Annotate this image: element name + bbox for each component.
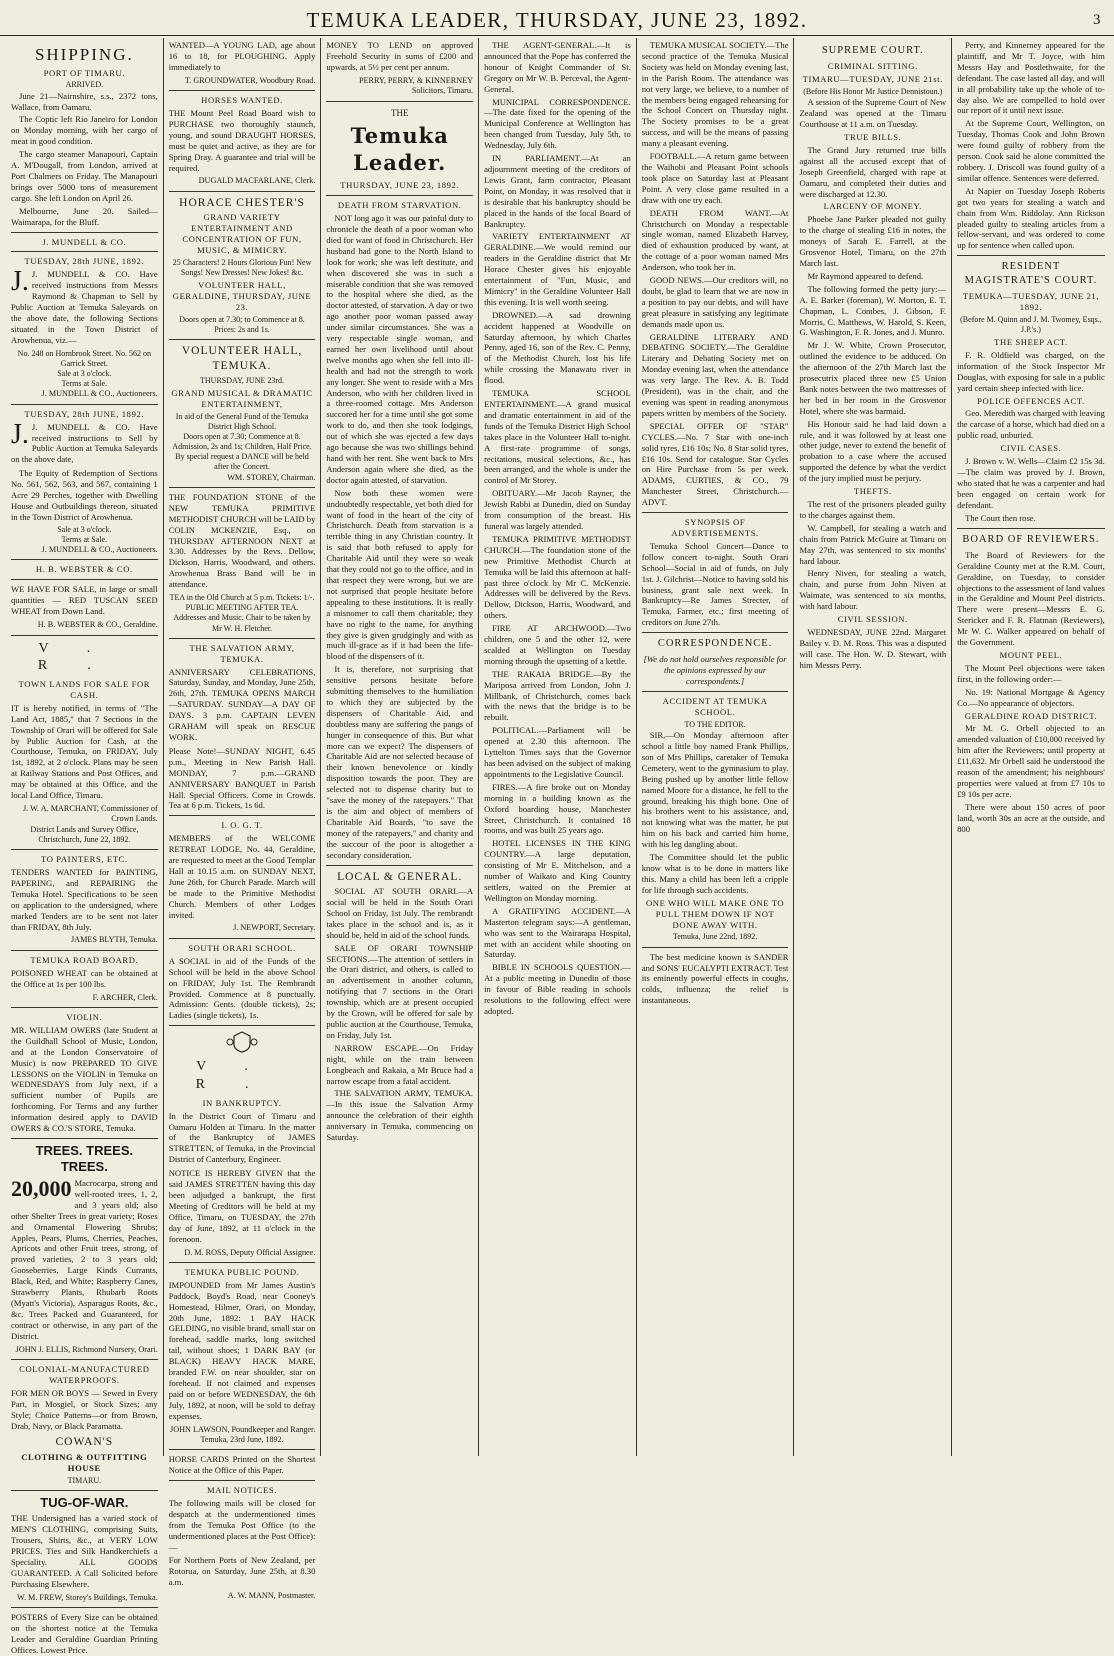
- news-item: FOOTBALL.—A return game between the Waihobi and Pleasant Point schools took place on Saturday last at Pleasant Point. A very close game resulted in a draw with one try each.: [641, 151, 789, 205]
- iogt-heading: I. O. G. T.: [221, 820, 263, 831]
- news-item: HOTEL LICENSES IN THE KING COUNTRY.—A large deputation, consisting of Mr E. Mitchelson, and a number of Waikato and King Country settlers, waited on the Premier at Wellington on Monday morning.: [484, 838, 631, 903]
- column-7: [952, 38, 1110, 1456]
- ad-signature: JOHN J. ELLIS, Richmond Nursery, Orari.: [15, 1344, 158, 1354]
- dance-line: By special request a DANCE will be held after the Concert.: [175, 452, 309, 472]
- divider: [169, 1449, 316, 1450]
- divider: [169, 1025, 316, 1026]
- vr-emblem: V. R.: [37, 640, 131, 674]
- mail-notices-heading: MAIL NOTICES.: [207, 1485, 278, 1495]
- salvation-army-ad-2: Please Note!—SUNDAY NIGHT, 6.45 p.m., Meeting in New Parish Hall. MONDAY, 7 p.m.—GRAND ANNIVERSARY BANQUET in Parish Hall. Special Officers. Come in Crowds. Tea at 6 p.m. Tickets, 1s 6d.: [168, 745, 316, 811]
- the-label: THE: [390, 107, 409, 118]
- shipping-heading: SHIPPING.: [34, 45, 134, 64]
- cowans-town: TIMARU.: [67, 1475, 102, 1485]
- court-paragraph: Mr J. W. White, Crown Prosecutor, outlined the evidence to be adduced. On the afternoon of the 27th March last the prosecutrix placed three new £5 Union Bank notes between the two mattresses of her bed in her room in the Grosvenor Hotel, where she was barmaid.: [799, 340, 947, 416]
- subheading: THEFTS.: [853, 486, 892, 497]
- mail-notice-2: For Northern Ports of New Zealand, per Rotorua, on Saturday, June 25th, at 8.30 a.m.: [168, 1555, 316, 1588]
- ad-signature: W. M. FREW, Storey's Buildings, Temuka.: [16, 1592, 158, 1602]
- divider: [169, 1480, 316, 1481]
- posters-ad: POSTERS of Every Size can be obtained on the shortest notice at the Temuka Leader and Geraldine Guardian Printing Offices. Lowest Price.: [11, 1612, 158, 1655]
- divider: [642, 512, 789, 513]
- pound-date: Temuka, 23rd June, 1892.: [200, 1435, 284, 1445]
- iogt-ad: MEMBERS of the WELCOME RETREAT LODGE, No. 44, Geraldine, are requested to meet at the Good Templar Hall at 10.15 a.m. on SUNDAY NEXT, June 26th, for Church Parade. March will be made to the Primitive Methodist Church. Members of other Lodges invited.: [168, 833, 316, 920]
- divider: [642, 632, 789, 633]
- news-item: TEMUKA MUSICAL SOCIETY.—The second practice of the Temuka Musical Society was held on Monday evening last, in the Parish Room. The attendance was not very large, we believe, to a number of the members being engaged rehearsing for the School Concert on Thursday night. The Society promises to be a great success, and will be the means of passing many a pleasant evening.: [641, 40, 789, 149]
- news-item: VARIETY ENTERTAINMENT AT GERALDINE.—We would remind our readers in the Geraldine district that Mr Horace Chester gives his enjoyable entertainment of "Fun, Music, and Mimicry" in the Geraldine Volunteer Hall this evening. It is well worth seeing.: [484, 231, 631, 307]
- trees-count: 20,000: [11, 1175, 72, 1201]
- shipping-item: Melbourne, June 20. Sailed—Waimarapa, for the Bluff.: [11, 205, 158, 227]
- correspondence-heading: CORRESPONDENCE.: [657, 638, 773, 650]
- news-item: POLITICAL.—Parliament will be opened at 2.30 this afternoon. The Lyttelton Times says that the Governor has been advised on the subject of making appointments to the Legislative Council.: [484, 725, 631, 779]
- court-paragraph: His Honour said he had laid down a rule, and it was followed by at least one other judge, never to extend the benefit of probation to a case where the accused supported the defence by what the verdict of the jury implied must be perjury.: [799, 418, 947, 484]
- south-orari-ad: A SOCIAL in aid of the Funds of the School will be held in the above School on FRIDAY, July 1st. The Rembrandt Provided. Commence at 8 punctually. Admission: Gents. (double tickets), 2s; Ladies (single tickets), 1s.: [168, 955, 316, 1021]
- letter-body: SIR,—On Monday afternoon after school a little boy named Frank Phillips, son of Mrs Phillips, caretaker of Temuka Cemetery, went to the gymnasium to play. Being pushed up by another little fellow named Moore for a distance, he fell to the ground, breaking his thigh bone. One of his brothers went to his assistance, and, not knowing what was the matter, he put him on his back and carried him home, with his leg dangling about.: [641, 730, 789, 850]
- news-item: FIRE AT ARCHWOOD.—Two children, one 5 and the other 12, were scalded at Wellington on Tuesday morning through the upsetting of a kettle.: [484, 623, 631, 666]
- webster-heading: H. B. WEBSTER & CO.: [35, 564, 133, 575]
- news-item: THE SALVATION ARMY, TEMUKA.—In this issue the Salvation Army announce the celebration of their eighth anniversary in Temuka, commencing on Saturday.: [326, 1088, 474, 1143]
- arrived-label: ARRIVED.: [65, 80, 104, 90]
- court-paragraph: Mr M. G. Orbell objected to an amended valuation of £10,000 received by him after the Reviewers; until property at £11,632. Mr Orbell said he understood the reason of the amendment; his neighbours' properties were valued at from £7 10s to £9 10s per acre.: [957, 723, 1105, 799]
- divider: [169, 815, 316, 816]
- editorial-paragraph: Now both these women were undoubtedly respectable, yet both died for want of food in the heart of the city of Christchurch. Death from starvation is a terrible thing in any Christian country. It is said that both refused to apply for Charitable Aid until they were so weak that they could not go to the office, and in that respect they were wrong, but we are not surprised that people hesitate before appealing to these institutions. It is really a misnomer to call them charitable; they have no right to the name, for anything they give is given grudgingly and with as much ill-grace as if it had been the life-blood of the dispensers of it.: [326, 487, 474, 662]
- divider: [11, 251, 158, 252]
- auction-notice: [11, 266, 158, 345]
- court-paragraph: Phoebe Jane Parker pleaded not guilty to the charge of stealing £16 in notes, the moneys of Sarah E. Farrell, at the Grosvenor Hotel, Timaru, on the 27th March last.: [799, 214, 947, 268]
- news-item: TEMUKA PRIMITIVE METHODIST CHURCH.—The foundation stone of the new Primitive Methodist Church at Temuka will be laid this afternoon at half-past three o'clock by Mr C. McKenzie. Addresses will be delivered by the Revs. Dellow, Dickson, Harris, Woodward, and others.: [484, 533, 631, 621]
- news-item: SPECIAL OFFER OF "STAR" CYCLES.—No. 7 Star with one-inch solid tyres, £16 10s; No. 8 Star solid tyres, £16 10s. Send for catalogue. Star Cycles on Hire Purchase from 5s per week. ADAMS, CURTIES, & CO., 79 Manchester Street, Christchurch.—ADVT.: [641, 420, 789, 508]
- port-heading: PORT OF TIMARU.: [43, 67, 126, 78]
- news-item: IN PARLIAMENT.—At an adjournment meeting of the creditors of Lewis Grant, farm contractor, Pleasant Point, on Monday, it was resolved that it is desirable that his bankruptcy should be placed in the hands of the local Board of Bankruptcy.: [484, 153, 631, 229]
- resident-magistrate-heading: RESIDENT MAGISTRATE'S COURT.: [964, 261, 1098, 286]
- news-item: THE RAKAIA BRIDGE.—By the Mariposa arrived from London, John J. Millbank, of Christchurch, comes back with the news that the bridge is to be rebuilt.: [484, 668, 631, 723]
- letter-salutation: TO THE EDITOR.: [684, 719, 746, 729]
- painters-heading: TO PAINTERS, ETC.: [41, 854, 128, 865]
- editorial-paragraph: It is, therefore, not surprising that sensitive persons hesitate before submitting themselves to the humiliation to which they are subjected by the dispensers of Charitable Aid, and doubtless many are suffering the pangs of hunger in consequence of this. But what more can we expect? The dispensers of Charitable Aid are not selected because of their known benevolence or kindly disposition towards the poor. They are selected not to dispense charity but to "save the money of the ratepayers." That is the aim and object of members of Charitable Aid Boards, "to save the money of the ratepayers," and charity and the succour of the poor is altogether a secondary consideration.: [326, 664, 474, 860]
- money-to-lend-ad: MONEY TO LEND on approved Freehold Security in sums of £200 and upwards, at 5½ per cent per annum.: [326, 40, 474, 72]
- sale-time: Sale at 3 o'clock.: [57, 524, 112, 534]
- court-date: TEMUKA—TUESDAY, JUNE 21, 1892.: [962, 290, 1100, 312]
- auction-sections: The Equity of Redemption of Sections No. 561, 562, 563, and 567, containing 1 Acre 29 Perches, together with Dwelling House and Outbuildings thereon, situated in the Town District of Arowhenua.: [11, 468, 158, 522]
- shipping-item: The cargo steamer Manapouri, Captain A. M'Dougall, from London, arrived at Port Chalmers on Friday. The Manapouri brings over 5000 tons of measurement cargo. She left London on April 26.: [11, 149, 158, 203]
- doors-line: Doors open at 7.30; Commence at 8.: [183, 431, 301, 441]
- drop-cap: J.: [11, 418, 29, 450]
- divider: [11, 559, 158, 560]
- ad-signature: J. MUNDELL & CO., Auctioneers.: [41, 545, 158, 555]
- newspaper-columns: [6, 38, 1110, 1655]
- auction-text: J. MUNDELL & CO. Have received instructions to Sell by Public Auction at Temuka Saleyards on the above date,: [11, 421, 158, 465]
- subheading: GERALDINE ROAD DISTRICT.: [964, 710, 1098, 721]
- ad-signature: WM. STOREY, Chairman.: [227, 472, 316, 482]
- office-line: District Lands and Survey Office, Christchurch, June 22, 1892.: [30, 824, 139, 844]
- column-2: [164, 38, 322, 1601]
- divider: [11, 579, 158, 580]
- court-paragraph: There were about 150 acres of poor land, worth 30s an acre at the outside, and 800: [957, 801, 1105, 834]
- town-lands-heading: TOWN LANDS FOR SALE FOR CASH.: [18, 679, 151, 700]
- court-bench: (Before His Honor Mr Justice Dennistoun.): [803, 87, 943, 97]
- court-paragraph: F. R. Oldfield was charged, on the information of the Stock Inspector Mr Douglas, with exposing for sale in a public yard certain sheep infected with lice.: [957, 349, 1105, 393]
- divider: [326, 865, 473, 866]
- divider: [326, 195, 473, 196]
- sale-time: Sale at 3 o'clock.: [57, 368, 112, 378]
- ad-signature: T. GROUNDWATER, Woodbury Road.: [184, 75, 316, 85]
- court-paragraph: The Court then rose.: [965, 512, 1036, 523]
- news-item: A GRATIFYING ACCIDENT.—A Masterton telegram says:—A gentleman, who was sent to the Wairarapa Hospital, met with an accident while shooting on Saturday.: [484, 905, 631, 960]
- news-item: TEMUKA SCHOOL ENTERTAINMENT.—A grand musical and dramatic entertainment in aid of the funds of the Temuka District High School takes place in the Volunteer Hall to-night. A first-rate programme of songs, recitations, musical selections, &c., has been arranged, and the whole is under the control of Mr Storey.: [484, 388, 631, 486]
- mail-notice: The following mails will be closed for despatch at the undermentioned times from the Temuka Post Office (to the undermentioned places at the Post Office):—: [168, 1497, 316, 1552]
- column-1: [6, 38, 164, 1655]
- letter-signature: ONE WHO WILL MAKE ONE TO PULL THEM DOWN IF NOT DONE AWAY WITH.: [645, 897, 785, 930]
- ad-signature: DUGALD MACFARLANE, Clerk.: [198, 176, 316, 186]
- divider: [957, 528, 1105, 529]
- temuka-hall-date: THURSDAY, JUNE 23rd.: [200, 375, 285, 385]
- tug-of-war-heading: TUG-OF-WAR.: [40, 1494, 129, 1510]
- court-paragraph: A session of the Supreme Court of New Zealand was opened at the Timaru Courthouse at 11 a.m. on Tuesday.: [799, 97, 947, 130]
- pound-heading: TEMUKA PUBLIC POUND.: [184, 1266, 300, 1277]
- divider: [169, 938, 316, 939]
- ad-signature: PERRY, PERRY, & KINNERNEY Solicitors, Timaru.: [358, 75, 474, 96]
- horace-chester-heading: HORACE CHESTER'S: [179, 196, 305, 209]
- news-item: BIBLE IN SCHOOLS QUESTION.—At a public meeting in Dunedin of those in favour of Bible reading in schools resolutions to the following effect were adopted.: [484, 962, 631, 1016]
- paper-title: Temuka Leader.: [350, 122, 449, 175]
- shipping-item: The Coptic left Rio Janeiro for London on Monday morning, with her cargo of meat in good condition.: [11, 114, 158, 147]
- road-board-heading: TEMUKA ROAD BOARD.: [30, 954, 139, 965]
- court-paragraph: Geo. Meredith was charged with leaving the carcase of a horse, which had died on a public road, unburied.: [957, 408, 1105, 441]
- court-paragraph: Mr Raymond appeared to defend.: [807, 270, 924, 281]
- drop-cap: J.: [11, 266, 29, 298]
- synopsis-heading: SYNOPSIS OF ADVERTISEMENTS.: [671, 517, 759, 538]
- sale-terms: Terms at Sale.: [61, 379, 108, 389]
- cowans-heading: COWAN'S: [55, 1436, 114, 1449]
- horace-chester-sub: GRAND VARIETY ENTERTAINMENT AND CONCENTRATION OF FUN, MUSIC, & MIMICRY.: [182, 212, 302, 256]
- horace-chester-text: 25 Characters! 2 Hours Glorious Fun! New Songs! New Dresses! New Jokes! &c.: [172, 258, 312, 278]
- court-paragraph: The rest of the prisoners pleaded guilty to the charges against them.: [799, 499, 947, 520]
- news-item: FIRES.—A fire broke out on Monday morning in a building known as the Oxford boarding house, Manchester Street, Christchurch. It contained 18 rooms, and was built 25 years ago.: [484, 781, 631, 836]
- divider: [11, 1359, 158, 1360]
- divider: [11, 404, 158, 405]
- divider: [11, 849, 158, 850]
- subheading: POLICE OFFENCES ACT.: [977, 395, 1085, 406]
- violin-heading: VIOLIN.: [66, 1012, 103, 1023]
- court-paragraph: The following formed the petty jury:—A. E. Barker (foreman), W. Morton, E. T. Chapman, L. Combes, J. Gibson, F. Morris, C. Matthews, W. Harold, S. Keen, G. Washington, F. R. Jones, and J. Munro.: [799, 283, 947, 338]
- doors-line: Doors open at 7.30; to Commence at 8. Prices: 2s and 1s.: [179, 315, 305, 335]
- vr-emblem: V. R.: [195, 1059, 289, 1092]
- column-3: [321, 38, 479, 1456]
- divider: [642, 947, 789, 948]
- horse-cards-ad: HORSE CARDS Printed on the Shortest Notice at the Office of this Paper.: [168, 1454, 316, 1476]
- ad-signature: A. W. MANN, Postmaster.: [227, 1591, 316, 1601]
- temuka-hall-heading: VOLUNTEER HALL, TEMUKA.: [181, 345, 303, 373]
- ad-signature: J. MUNDELL & CO.: [42, 236, 127, 247]
- divider: [11, 635, 158, 636]
- news-item: DEATH FROM WANT.—At Christchurch on Monday a respectable single woman, named Elizabeth Harvey, died of exhaustion produced by want, at the cottage of a poor woman named Mrs Anderson, who took her in.: [641, 207, 789, 273]
- divider: [642, 691, 789, 692]
- auction-sections: No. 248 on Hornbrook Street. No. 562 on Garrick Street.: [17, 348, 151, 368]
- colonial-heading: COLONIAL-MANUFACTURED WATERPROOFS.: [19, 1363, 150, 1385]
- pound-notice: IMPOUNDED from Mr James Austin's Paddock, Boyd's Road, near Cooney's Homestead, Hilmer, Orari, on Monday, 20th June, 1892: 1 BAY HACK GELDING, no visible brand, small star on forehead, saddle marks, long switched tail, without shoes; 1 DARK BAY (or BLACK) HEAVY HACK MARE, branded F.W. on near shoulder, star on forehead. If not claimed and expenses paid on or before WEDNESDAY, the 6th July, 1892, at noon, will be sold to defray expenses.: [168, 1279, 316, 1421]
- court-paragraph: WEDNESDAY, JUNE 22nd. Margaret Bailey v. D. M. Ross. This was a disputed will case. The Hon. W. D. Stewart, with him Messrs Perry.: [799, 626, 947, 670]
- sale-date: TUESDAY, 28th JUNE, 1892.: [24, 408, 145, 419]
- news-item: GOOD NEWS.—Our creditors will, no doubt, be glad to learn that we are now in a position to pay our debts, and will have great pleasure in satisfying any legitimate demands made upon us.: [641, 275, 789, 329]
- horses-ad: THE Mount Peel Road Board wish to PURCHASE two thoroughly staunch, young, and sound DRAUGHT HORSES, must be quiet and active, as they are for Spring Dray. A guarantee and trial will be required.: [168, 108, 316, 173]
- letter-date: Temuka, June 22nd, 1892.: [672, 932, 758, 942]
- ad-signature: J. MUNDELL & CO., Auctioneers.: [41, 389, 158, 399]
- editorial-paragraph: NOT long ago it was our painful duty to chronicle the death of a poor woman who died for want of food in Christchurch. Her husband had gone to the North Island to look for work; she was left destitute, and when discovered she was in such a miserable condition that she was removed to the hospital where she died, as the doctor attested, of starvation. A day or two ago another poor woman passed away under similar circumstances. She was a very respectable single woman, and earned her own livelihood until about twelve months ago when she fell into ill-health and had not the strength to work any longer. She went to reside with a Mrs Anderson, who with her children lived in a three-roomed cottage. Mrs Anderson succored her for a time until she got some work to do, and then she took lodgings, out of which she was ejected a few days ago because she was two shillings behind hand with her rent. She went back to Mrs Anderson again where she died, as the doctor again attested, of starvation.: [326, 213, 474, 485]
- local-general-heading: LOCAL & GENERAL.: [337, 870, 463, 883]
- court-paragraph: The Board of Reviewers for the Geraldine County met at the R.M. Court, Geraldine, on Tuesday, to consider objections to the assessment of land values in the Geraldine and Mount Peel districts. There were present—Messrs E. G. Stericker and F. R. Flatman (Reviewers), Mr W. C. Walker appeared on behalf of the Government.: [957, 549, 1105, 648]
- page-number: 3: [1093, 12, 1102, 28]
- foundation-stone-ad: THE FOUNDATION STONE of the NEW TEMUKA PRIMITIVE METHODIST CHURCH will be LAID by COLIN MCKENZIE, Esq., on THURSDAY AFTERNOON NEXT at 3.30. Addresses by the Revs. Dellow, Dickson, Harris, Woodward, and others. Arowhenua Brass Band will be in attendance.: [168, 491, 316, 590]
- salvation-army-heading: THE SALVATION ARMY, TEMUKA.: [189, 642, 295, 664]
- horses-heading: HORSES WANTED.: [201, 95, 283, 106]
- court-paragraph: The Mount Peel objections were taken first, in the following order:—: [957, 662, 1105, 684]
- webster-ad: WE HAVE FOR SALE, in large or small quantities — RED TUSCAN SEED WHEAT from Down Land.: [11, 584, 158, 617]
- court-paragraph: W. Campbell, for stealing a watch and chain from Patrick McGuire at Timaru on May 27th, was sentenced to six months' hard labour.: [799, 522, 947, 566]
- south-orari-heading: SOUTH ORARI SCHOOL.: [188, 942, 296, 953]
- grand-entertainment-text: In aid of the General Fund of the Temuka District High School.: [175, 411, 309, 431]
- coat-of-arms-icon: [225, 1030, 259, 1054]
- letter-body: The Committee should let the public know what is to be done in matters like this. Many a child has been left a cripple for life through such accidents.: [641, 852, 789, 895]
- court-paragraph: The Grand Jury returned true bills against all the accused except that of Joseph Greenfield, charged with rape at Oamaru, and completed their duties and were discharged at 12.30.: [799, 144, 947, 199]
- court-bench: (Before M. Quinn and J. M. Twomey, Esqs., J.P.'s.): [960, 314, 1102, 334]
- cowans-subheading: CLOTHING & OUTFITTING HOUSE: [21, 1452, 148, 1473]
- salvation-army-ad: ANNIVERSARY CELEBRATIONS, Saturday, Sunday, and Monday, June 25th, 26th, 27th. TEMUKA OPENS MARCH—SATURDAY. SUNDAY—A DAY OF DAYS. 3 p.m. CAPTAIN LEVEN GRAHAM will speak on RESCUE WORK.: [168, 666, 316, 742]
- divider: [11, 1490, 158, 1491]
- court-paragraph: At Napier on Tuesday Joseph Roberts got two years for stealing a watch and chain from Wm. Riddolay. Ann Rickson pleaded guilty to stealing articles from a fellow-servant, and was ordered to come up for sentence when called upon.: [957, 185, 1105, 251]
- masthead-title: TEMUKA LEADER, THURSDAY, JUNE 23, 1892.: [306, 8, 808, 32]
- grand-entertainment-heading: GRAND MUSICAL & DRAMATIC ENTERTAINMENT,: [171, 387, 313, 409]
- road-board-ad: POISONED WHEAT can be obtained at the Office at 1s per 100 lbs.: [11, 967, 158, 989]
- divider: [169, 90, 316, 91]
- divider: [11, 1007, 158, 1008]
- divider: [326, 101, 473, 102]
- board-of-reviewers-heading: BOARD OF REVIEWERS.: [962, 533, 1100, 545]
- correspondence-disclaimer: [We do not hold ourselves responsible for the opinions expressed by our correspondents.]: [643, 654, 787, 687]
- public-meeting-line: PUBLIC MEETING AFTER TEA. Addresses and Music. Chair to be taken by Mr W. H. Fletcher.: [173, 603, 311, 633]
- bankruptcy-heading: IN BANKRUPTCY.: [202, 1097, 282, 1108]
- editorial-heading: DEATH FROM STARVATION.: [337, 200, 462, 211]
- issue-date: THURSDAY, JUNE 23, 1892.: [340, 180, 460, 191]
- bankruptcy-court-text: In the District Court of Timaru and Oamaru Holden at Timaru. In the matter of the Bankruptcy of JAMES STRETTEN, of Temuka, in the Provincial District of Canterbury, Engineer.: [168, 1110, 316, 1165]
- sale-date: TUESDAY, 28th JUNE, 1892.: [24, 256, 145, 267]
- shipping-item: June 21—Nairnshire, s.s., 2372 tons, Wallace, from Oamaru.: [11, 90, 158, 112]
- criminal-sitting-heading: CRIMINAL SITTING.: [827, 61, 918, 72]
- masthead: [0, 0, 1114, 36]
- wanted-lad-ad: WANTED—A YOUNG LAD, age about 16 to 18, for PLOUGHING. Apply immediately to: [168, 40, 316, 72]
- painters-ad: TENDERS WANTED for PAINTING, PAPERING, and REPAIRING the Temuka Hotel. Specifications to be seen on application to the undersigned, where marked Tenders are to be sent not later than FRIDAY, 8th July.: [11, 867, 158, 932]
- ad-signature: F. ARCHER, Clerk.: [92, 992, 158, 1002]
- column-4: [479, 38, 637, 1456]
- ad-signature: D. M. ROSS, Deputy Official Assignee.: [184, 1247, 316, 1257]
- court-paragraph: At the Supreme Court, Wellington, on Tuesday, Thomas Cook and John Brown were found guilty of robbery from the person. Cook said he alone committed the robbery. J. Driscoll was found guilty of a similar offence. Sentences were deferred.: [957, 118, 1105, 183]
- divider: [957, 255, 1105, 256]
- news-item: OBITUARY.—Mr Jacob Rayner, the Jewish Rabbi at Dunedin, died on Sunday from consumption of the breast. His funeral was largely attended.: [484, 488, 631, 531]
- subheading: MOUNT PEEL.: [999, 649, 1063, 660]
- tug-of-war-ad: THE Undersigned has a varied stock of MEN'S CLOTHING, comprising Suits, Trousers, Shirts, &c., at VERY LOW PRICES. Ties and Silk Handkerchiefs a Speciality. ALL GOODS GUARANTEED. A Call Solicited before Purchasing Elsewhere.: [11, 1513, 158, 1589]
- ad-signature: J. W. A. MARCHANT, Commissioner of Crown Lands.: [22, 804, 158, 824]
- column-5: [637, 38, 795, 1456]
- news-item: GERALDINE LITERARY AND DEBATING SOCIETY.—The Geraldine Literary and Debating Society met on Monday evening last, when the attendance was very large. The Rev. A. B. Todd (President), was in the chair, and the evening was spent in reading anonymous papers written by members of the Society.: [641, 331, 789, 418]
- column-6: [794, 38, 952, 1456]
- news-item: SOCIAL AT SOUTH ORARI.—A social will be held in the South Orari School on Friday, 1st July. The rembrandt takes place in the school and is, as it should be, held in aid of the school funds.: [326, 886, 474, 940]
- subheading: CIVIL CASES.: [1000, 443, 1062, 454]
- synopsis-text: Temuka School Concert—Dance to follow concert to-night. South Orari School—Social in aid of funds, on July 1st. J. Gilchrist—Notice to having sold his business, grant sale next week. In Bankruptcy—Re James Strecter, of Temuka, Farmer, etc.; first meeting of creditors on June 27th.: [641, 540, 789, 628]
- divider: [11, 1607, 158, 1608]
- divider: [169, 638, 316, 639]
- divider: [11, 1138, 158, 1139]
- court-paragraph: No. 19: National Mortgage & Agency Co.—No appearance of objectors.: [957, 686, 1105, 708]
- bankruptcy-notice: NOTICE IS HEREBY GIVEN that the said JAMES STRETTEN having this day been adjudged a bankrupt, the first Meeting of Creditors will be held at my Office, Timaru, on TUESDAY, the 27th day of June, 1892, at 11 o'clock in the forenoon.: [168, 1168, 316, 1244]
- divider: [11, 950, 158, 951]
- subheading: TRUE BILLS.: [844, 132, 902, 143]
- news-item: DROWNED.—A sad drowning accident happened at Woodville on Saturday afternoon, by which Charles Penny, aged 16, son of the Rev. C. Penny, of the Methodist Church, lost his life while crossing the Manawatu river in flood.: [484, 309, 631, 386]
- ad-signature: JAMES BLYTH, Temuka.: [70, 935, 158, 945]
- divider: [169, 487, 316, 488]
- geraldine-hall-line: VOLUNTEER HALL, GERALDINE, THURSDAY, JUNE 23.: [172, 280, 312, 313]
- sale-terms: Terms at Sale.: [61, 534, 108, 544]
- tea-line: TEA in the Old Church at 5 p.m. Tickets: 1/-.: [169, 593, 315, 603]
- divider: [11, 232, 158, 233]
- subheading: LARCENY OF MONEY.: [823, 201, 922, 212]
- violin-ad: MR. WILLIAM OWERS (late Student at the Guildhall School of Music, London, and at the London Conservatoire of Music) is now PREPARED TO GIVE LESSONS on the VIOLIN in Temuka on WEDNESDAYS from July next, if a sufficient number of Pupils are forthcoming. For Terms and any further information desired apply to DAVID OWERS & CO.'S STORE, Temuka.: [11, 1024, 158, 1134]
- auction-notice: [11, 418, 158, 466]
- news-item: MUNICIPAL CORRESPONDENCE.—The date fixed for the opening of the Municipal Conference at Wellington has been changed from Tuesday, July 5th, to Wednesday, July 6th.: [484, 96, 631, 151]
- admission-line: Admission, 2s and 1s; Children, Half Price.: [172, 442, 312, 452]
- ad-signature: JOHN LAWSON, Poundkeeper and Ranger.: [170, 1424, 316, 1434]
- ad-signature: H. B. WEBSTER & CO., Geraldine.: [37, 620, 158, 630]
- subheading: CIVIL SESSION.: [837, 614, 908, 625]
- ad-signature: J. NEWPORT, Secretary.: [233, 923, 316, 933]
- court-paragraph: Henry Niven, for stealing a watch, chain, and purse from John Niven at Waimate, was sentenced to six months, with hard labour.: [799, 568, 947, 612]
- court-paragraph: Perry, and Kinnerney appeared for the plaintiff, and Mr T. Joyce, with him Messrs Hay and Postlethwaite, for the defendant. The case lasted all day, and will in all probability take up the whole of to-day also. We are compelled to hold over our report of it until next issue.: [957, 40, 1105, 116]
- news-item: THE AGENT-GENERAL.—It is announced that the Pope has conferred the honour of Knight Commander of St. Gregory on Mr W. B. Perceval, the Agent-General.: [484, 40, 631, 94]
- trees-heading: TREES. TREES. TREES.: [35, 1142, 134, 1175]
- trees-ad: [11, 1175, 158, 1342]
- auction-text: J. MUNDELL & CO. Have received instructions from Messrs Raymond & Chapman to Sell by Public Auction at Temuka Saleyards on the above date, the following Sections situated in the Town District of Arowhenua, viz.—: [11, 269, 158, 345]
- supreme-court-heading: SUPREME COURT.: [821, 45, 924, 56]
- town-lands-notice: IT is hereby notified, in terms of "The Land Act, 1885," that 7 Sections in the Township of Orari will be offered for Sale by Public Auction for Cash, at the Courthouse, Temuka, on FRIDAY, July 1st, 1892, at 2 o'clock. Plans may be seen at Railway Stations and Post Offices, and may be obtained at this Office, and the local Land Office, Timaru.: [11, 702, 158, 801]
- letter-heading: ACCIDENT AT TEMUKA SCHOOL.: [662, 696, 768, 718]
- divider: [169, 339, 316, 340]
- subheading: THE SHEEP ACT.: [994, 337, 1068, 347]
- divider: [169, 191, 316, 192]
- colonial-ad: FOR MEN OR BOYS — Sewed in Every Part, in Mosgiel, or Stock Sizes; any Style; Choice Patterns—or from Brown, Drab, Navy, or Black Paramatta.: [11, 1387, 158, 1431]
- court-date: TIMARU—TUESDAY, JUNE 21st.: [802, 74, 943, 85]
- news-item: SALE OF ORARI TOWNSHIP SECTIONS.—The attention of settlers in the Orari district, and others, is called to an advertisement in another column, notifying that 7 sections in the Orari township, which are at present occupied by the Crown, will be offered for sale by public auction at the Courthouse, Temuka, on Friday, July 1st.: [326, 942, 474, 1040]
- divider: [169, 1262, 316, 1263]
- news-item: The best medicine known is SANDER and SONS' EUCALYPTI EXTRACT. Test its eminently powerful effects in coughs, colds, influenza; the relief is instantaneous.: [641, 951, 789, 1006]
- court-paragraph: J. Brown v. W. Wells—Claim £2 15s 3d.—The claim was proved by J. Brown, who stated that he was a carpenter and had been engaged on certain work for defendant.: [957, 456, 1105, 510]
- trees-text: Macrocarpa, strong and well-rooted trees, 1, 2, and 3 years old; also other Shelter Trees in great variety; Roses and Ornamental Flowering Shrubs; Apples, Pears, Plums, Cherries, Peaches, Apricots and other Fruit trees, strong, of proved varieties, 2 to 3 years old; Gooseberries, Large Kinds Currants, Black, Red, and White; Raspberry Canes, Strawberry Plants, Rhubarb Roots (Myatt's Victoria), Asparagus Roots, &c., &c. Trees Packed and Guaranteed, for contract or otherwise, in any part of the District.: [11, 1177, 158, 1341]
- news-item: NARROW ESCAPE.—On Friday night, while on the train between Longbeach and Rakaia, a Mr Bruce had a narrow escape from a fatal accident.: [326, 1042, 474, 1086]
